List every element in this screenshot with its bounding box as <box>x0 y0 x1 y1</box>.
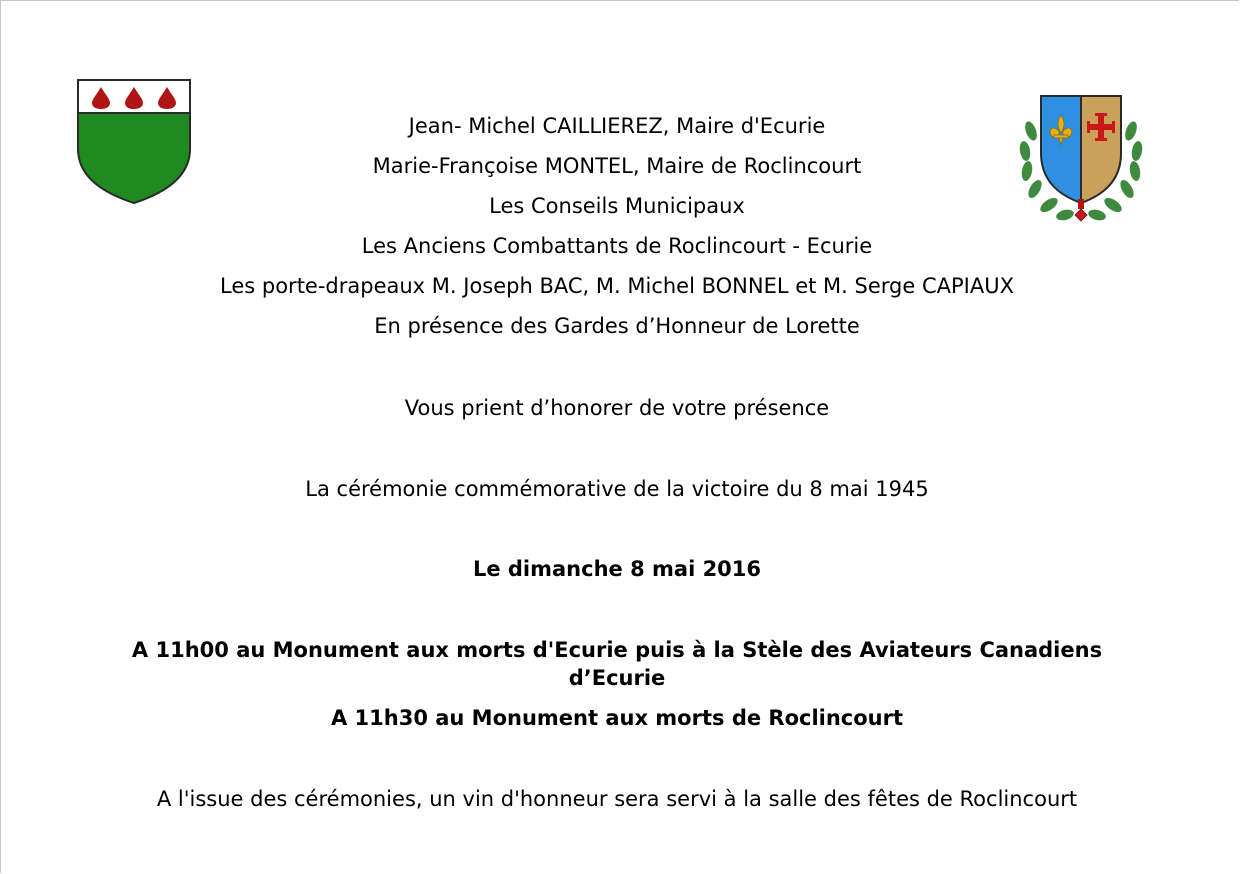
header-line-councils: Les Conseils Municipaux <box>489 194 745 218</box>
schedule-roclincourt: A 11h30 au Monument aux morts de Roclincourt <box>330 706 904 730</box>
header-line-mayor-roclincourt: Marie-Françoise MONTEL, Maire de Roclincourt <box>372 154 862 178</box>
header-line-flag-bearers: Les porte-drapeaux M. Joseph BAC, M. Michel BONNEL et M. Serge CAPIAUX <box>220 274 1014 298</box>
schedule-ecurie-line-1: A 11h00 au Monument aux morts d'Ecurie puis à la Stèle des Aviateurs Canadiens <box>131 638 1103 662</box>
ecurie-coat-of-arms-icon <box>75 77 193 205</box>
header-line-guards: En présence des Gardes d’Honneur de Lorette <box>374 314 860 338</box>
header-line-veterans: Les Anciens Combattants de Roclincourt - Ecurie <box>361 234 873 258</box>
header-line-mayor-ecurie: Jean- Michel CAILLIEREZ, Maire d'Ecurie <box>408 114 826 138</box>
schedule-ecurie-line-2: d’Ecurie <box>568 666 666 690</box>
date-text: Le dimanche 8 mai 2016 <box>472 557 762 581</box>
closing-text: A l'issue des cérémonies, un vin d'honneur sera servi à la salle des fêtes de Roclincourt <box>156 787 1078 811</box>
ceremony-text: La cérémonie commémorative de la victoire du 8 mai 1945 <box>305 477 929 501</box>
invitation-text: Vous prient d’honorer de votre présence <box>404 396 830 420</box>
